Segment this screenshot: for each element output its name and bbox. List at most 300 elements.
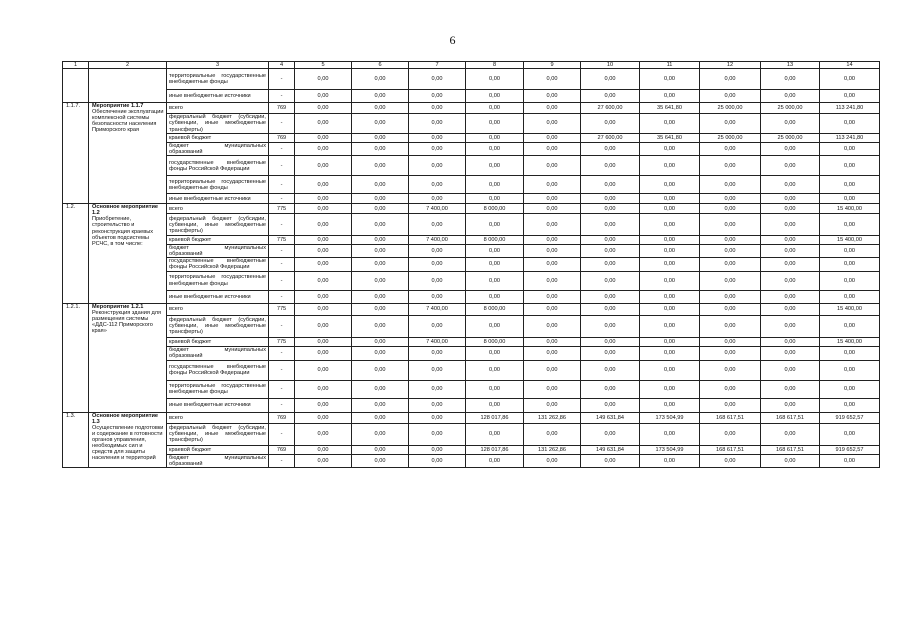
amount-cell: 0,00 xyxy=(466,258,524,271)
grbs-code: 775 xyxy=(269,337,295,346)
amount-cell: 0,00 xyxy=(524,290,581,303)
item-code: 1.2. xyxy=(63,204,89,303)
amount-cell: 0,00 xyxy=(640,315,700,337)
amount-cell: 0,00 xyxy=(640,114,700,134)
funding-source: территориальные государственные внебюджетные фонды xyxy=(167,380,269,398)
amount-cell: 919 652,57 xyxy=(820,412,880,423)
amount-cell: 0,00 xyxy=(524,315,581,337)
amount-cell: 0,00 xyxy=(352,303,409,315)
grbs-code: - xyxy=(269,156,295,176)
amount-cell: 0,00 xyxy=(761,315,820,337)
amount-cell: 0,00 xyxy=(295,337,352,346)
amount-cell: 0,00 xyxy=(352,134,409,143)
amount-cell: 0,00 xyxy=(820,423,880,445)
amount-cell: 0,00 xyxy=(352,454,409,467)
grbs-code: - xyxy=(269,360,295,380)
amount-cell: 0,00 xyxy=(409,271,466,290)
item-name xyxy=(89,204,167,303)
amount-cell: 8 000,00 xyxy=(466,236,524,245)
amount-cell: 25 000,00 xyxy=(761,134,820,143)
funding-source: краевой бюджет xyxy=(167,236,269,245)
amount-cell: 0,00 xyxy=(295,156,352,176)
amount-cell: 0,00 xyxy=(409,258,466,271)
amount-cell: 0,00 xyxy=(524,156,581,176)
amount-cell: 0,00 xyxy=(761,271,820,290)
amount-cell: 0,00 xyxy=(581,214,640,236)
column-header: 1 xyxy=(63,62,89,69)
amount-cell: 0,00 xyxy=(581,176,640,194)
item-name xyxy=(89,103,167,204)
amount-cell: 0,00 xyxy=(761,176,820,194)
amount-cell: 149 631,84 xyxy=(581,412,640,423)
amount-cell: 0,00 xyxy=(352,156,409,176)
amount-cell: 168 617,51 xyxy=(761,412,820,423)
amount-cell: 173 504,99 xyxy=(640,445,700,454)
amount-cell: 15 400,00 xyxy=(820,204,880,214)
amount-cell: 0,00 xyxy=(466,176,524,194)
amount-cell: 0,00 xyxy=(581,337,640,346)
funding-source: краевой бюджет xyxy=(167,337,269,346)
amount-cell: 0,00 xyxy=(581,346,640,360)
table-row xyxy=(63,134,880,143)
amount-cell: 0,00 xyxy=(466,380,524,398)
amount-cell: 0,00 xyxy=(295,380,352,398)
amount-cell: 35 641,80 xyxy=(640,134,700,143)
item-code xyxy=(63,69,89,103)
column-header: 11 xyxy=(640,62,700,69)
funding-source: территориальные государственные внебюджетные фонды xyxy=(167,271,269,290)
amount-cell: 0,00 xyxy=(466,214,524,236)
amount-cell: 0,00 xyxy=(761,69,820,90)
item-code: 1.3. xyxy=(63,412,89,467)
item-description: Обеспечение эксплуатации комплексной системы безопасности населения Приморского края xyxy=(92,109,164,134)
amount-cell: 0,00 xyxy=(581,454,640,467)
amount-cell: 0,00 xyxy=(700,380,761,398)
amount-cell: 0,00 xyxy=(524,114,581,134)
amount-cell: 919 652,57 xyxy=(820,445,880,454)
amount-cell: 8 000,00 xyxy=(466,204,524,214)
column-header: 8 xyxy=(466,62,524,69)
funding-source: краевой бюджет xyxy=(167,445,269,454)
column-header: 5 xyxy=(295,62,352,69)
amount-cell: 0,00 xyxy=(761,380,820,398)
amount-cell: 0,00 xyxy=(466,194,524,204)
amount-cell: 0,00 xyxy=(524,90,581,103)
amount-cell: 0,00 xyxy=(352,412,409,423)
item-title: Мероприятие 1.1.7 xyxy=(92,103,144,109)
amount-cell: 0,00 xyxy=(352,204,409,214)
amount-cell: 0,00 xyxy=(700,346,761,360)
amount-cell: 0,00 xyxy=(524,303,581,315)
amount-cell: 0,00 xyxy=(295,134,352,143)
item-title: Мероприятие 1.2.1 xyxy=(92,303,144,310)
funding-source: бюджет муниципальных образований xyxy=(167,143,269,156)
amount-cell: 0,00 xyxy=(409,346,466,360)
amount-cell: 0,00 xyxy=(409,380,466,398)
amount-cell: 0,00 xyxy=(820,258,880,271)
amount-cell: 0,00 xyxy=(352,360,409,380)
amount-cell: 0,00 xyxy=(640,156,700,176)
grbs-code: - xyxy=(269,114,295,134)
amount-cell: 0,00 xyxy=(466,398,524,412)
amount-cell: 149 631,84 xyxy=(581,445,640,454)
amount-cell: 0,00 xyxy=(466,90,524,103)
amount-cell: 0,00 xyxy=(295,194,352,204)
amount-cell: 0,00 xyxy=(524,204,581,214)
amount-cell: 0,00 xyxy=(640,423,700,445)
table-row xyxy=(63,258,880,271)
amount-cell: 15 400,00 xyxy=(820,337,880,346)
amount-cell: 27 600,00 xyxy=(581,103,640,114)
amount-cell: 0,00 xyxy=(581,290,640,303)
amount-cell: 0,00 xyxy=(820,380,880,398)
amount-cell: 0,00 xyxy=(409,156,466,176)
amount-cell: 0,00 xyxy=(700,214,761,236)
column-header: 4 xyxy=(269,62,295,69)
amount-cell: 0,00 xyxy=(581,380,640,398)
grbs-code: - xyxy=(269,90,295,103)
amount-cell: 0,00 xyxy=(581,360,640,380)
amount-cell: 0,00 xyxy=(820,346,880,360)
amount-cell: 0,00 xyxy=(524,258,581,271)
amount-cell: 25 000,00 xyxy=(700,134,761,143)
item-title: Основное мероприятие 1.3 xyxy=(92,412,159,425)
amount-cell: 0,00 xyxy=(295,412,352,423)
table-row xyxy=(63,143,880,156)
amount-cell: 0,00 xyxy=(409,176,466,194)
table-row xyxy=(63,423,880,445)
grbs-code: - xyxy=(269,258,295,271)
amount-cell: 0,00 xyxy=(295,204,352,214)
amount-cell: 25 000,00 xyxy=(761,103,820,114)
amount-cell: 0,00 xyxy=(640,271,700,290)
item-description: Осуществление подготовки и содержание в готовности органов управления, необходимых сил и средств для защиты населения и территорий xyxy=(92,424,164,462)
amount-cell: 0,00 xyxy=(524,69,581,90)
amount-cell: 0,00 xyxy=(409,103,466,114)
grbs-code: 775 xyxy=(269,303,295,315)
column-header: 13 xyxy=(761,62,820,69)
grbs-code: - xyxy=(269,398,295,412)
amount-cell: 0,00 xyxy=(409,245,466,258)
amount-cell: 0,00 xyxy=(581,245,640,258)
amount-cell: 0,00 xyxy=(352,69,409,90)
funding-source: федеральный бюджет (субсидии, субвенции, иные межбюджетные трансферты) xyxy=(167,214,269,236)
amount-cell: 0,00 xyxy=(581,258,640,271)
table-row xyxy=(63,360,880,380)
column-header: 6 xyxy=(352,62,409,69)
table-row xyxy=(63,103,880,114)
amount-cell: 0,00 xyxy=(295,454,352,467)
amount-cell: 0,00 xyxy=(820,156,880,176)
amount-cell: 113 241,80 xyxy=(820,103,880,114)
table-row xyxy=(63,114,880,134)
amount-cell: 0,00 xyxy=(640,143,700,156)
table-row xyxy=(63,156,880,176)
amount-cell: 0,00 xyxy=(700,315,761,337)
amount-cell: 0,00 xyxy=(524,214,581,236)
grbs-code: - xyxy=(269,143,295,156)
amount-cell: 0,00 xyxy=(409,360,466,380)
funding-source: бюджет муниципальных образований xyxy=(167,245,269,258)
amount-cell: 0,00 xyxy=(466,346,524,360)
funding-source: всего xyxy=(167,103,269,114)
item-description: Реконструкция здания для размещения системы «ДДС-112 Приморского края» xyxy=(92,309,162,334)
amount-cell: 0,00 xyxy=(295,303,352,315)
column-header: 3 xyxy=(167,62,269,69)
amount-cell: 0,00 xyxy=(466,290,524,303)
funding-source: федеральный бюджет (субсидии, субвенции, иные межбюджетные трансферты) xyxy=(167,114,269,134)
amount-cell: 0,00 xyxy=(295,176,352,194)
amount-cell: 0,00 xyxy=(700,454,761,467)
amount-cell: 131 262,86 xyxy=(524,445,581,454)
amount-cell: 0,00 xyxy=(820,90,880,103)
amount-cell: 128 017,86 xyxy=(466,445,524,454)
grbs-code: - xyxy=(269,454,295,467)
page-number: 6 xyxy=(449,33,456,47)
table-row xyxy=(63,290,880,303)
grbs-code: - xyxy=(269,346,295,360)
amount-cell: 0,00 xyxy=(761,114,820,134)
amount-cell: 0,00 xyxy=(409,412,466,423)
item-name xyxy=(89,303,167,412)
table-row xyxy=(63,398,880,412)
amount-cell: 0,00 xyxy=(295,360,352,380)
grbs-code: - xyxy=(269,380,295,398)
item-code: 1.2.1. xyxy=(63,303,89,412)
amount-cell: 7 400,00 xyxy=(409,337,466,346)
funding-source: иные внебюджетные источники xyxy=(167,90,269,103)
funding-source: территориальные государственные внебюджетные фонды xyxy=(167,69,269,90)
amount-cell: 0,00 xyxy=(524,271,581,290)
funding-source: государственные внебюджетные фонды Российской Федерации xyxy=(167,258,269,271)
amount-cell: 168 617,51 xyxy=(761,445,820,454)
amount-cell: 0,00 xyxy=(820,271,880,290)
item-title: Основное мероприятие 1.2 xyxy=(92,204,159,217)
amount-cell: 0,00 xyxy=(409,134,466,143)
amount-cell: 0,00 xyxy=(581,114,640,134)
amount-cell: 0,00 xyxy=(640,204,700,214)
amount-cell: 0,00 xyxy=(409,114,466,134)
amount-cell: 173 504,99 xyxy=(640,412,700,423)
table-body xyxy=(63,62,880,468)
item-code: 1.1.7. xyxy=(63,103,89,204)
amount-cell: 0,00 xyxy=(761,245,820,258)
amount-cell: 0,00 xyxy=(409,398,466,412)
amount-cell: 0,00 xyxy=(524,360,581,380)
amount-cell: 0,00 xyxy=(700,69,761,90)
amount-cell: 7 400,00 xyxy=(409,303,466,315)
amount-cell: 0,00 xyxy=(581,204,640,214)
amount-cell: 0,00 xyxy=(820,69,880,90)
amount-cell: 0,00 xyxy=(295,143,352,156)
amount-cell: 0,00 xyxy=(352,337,409,346)
grbs-code: - xyxy=(269,214,295,236)
amount-cell: 0,00 xyxy=(640,214,700,236)
amount-cell: 0,00 xyxy=(352,380,409,398)
amount-cell: 0,00 xyxy=(295,290,352,303)
amount-cell: 0,00 xyxy=(581,398,640,412)
amount-cell: 0,00 xyxy=(581,143,640,156)
funding-source: государственные внебюджетные фонды Российской Федерации xyxy=(167,360,269,380)
amount-cell: 0,00 xyxy=(409,315,466,337)
amount-cell: 0,00 xyxy=(761,204,820,214)
amount-cell: 25 000,00 xyxy=(700,103,761,114)
amount-cell: 0,00 xyxy=(640,346,700,360)
amount-cell: 0,00 xyxy=(761,90,820,103)
column-header: 9 xyxy=(524,62,581,69)
amount-cell: 0,00 xyxy=(700,176,761,194)
column-header: 12 xyxy=(700,62,761,69)
amount-cell: 0,00 xyxy=(700,271,761,290)
amount-cell: 0,00 xyxy=(700,303,761,315)
amount-cell: 0,00 xyxy=(466,360,524,380)
table-row xyxy=(63,90,880,103)
amount-cell: 0,00 xyxy=(700,290,761,303)
amount-cell: 0,00 xyxy=(352,143,409,156)
table-row xyxy=(63,204,880,214)
amount-cell: 0,00 xyxy=(761,214,820,236)
amount-cell: 0,00 xyxy=(466,114,524,134)
amount-cell: 0,00 xyxy=(820,245,880,258)
amount-cell: 0,00 xyxy=(409,290,466,303)
amount-cell: 0,00 xyxy=(524,337,581,346)
amount-cell: 0,00 xyxy=(700,204,761,214)
amount-cell: 0,00 xyxy=(820,143,880,156)
amount-cell: 0,00 xyxy=(295,398,352,412)
item-name xyxy=(89,412,167,467)
amount-cell: 0,00 xyxy=(581,236,640,245)
amount-cell: 0,00 xyxy=(640,258,700,271)
grbs-code: 769 xyxy=(269,412,295,423)
funding-source: государственные внебюджетные фонды Российской Федерации xyxy=(167,156,269,176)
amount-cell: 0,00 xyxy=(524,103,581,114)
table-row xyxy=(63,245,880,258)
amount-cell: 0,00 xyxy=(524,134,581,143)
amount-cell: 0,00 xyxy=(581,271,640,290)
amount-cell: 0,00 xyxy=(640,90,700,103)
amount-cell: 0,00 xyxy=(295,423,352,445)
amount-cell: 0,00 xyxy=(466,245,524,258)
grbs-code: - xyxy=(269,176,295,194)
amount-cell: 0,00 xyxy=(352,90,409,103)
amount-cell: 0,00 xyxy=(524,143,581,156)
amount-cell: 0,00 xyxy=(820,114,880,134)
funding-source: всего xyxy=(167,303,269,315)
funding-source: бюджет муниципальных образований xyxy=(167,346,269,360)
amount-cell: 0,00 xyxy=(295,236,352,245)
amount-cell: 0,00 xyxy=(466,134,524,143)
amount-cell: 0,00 xyxy=(295,103,352,114)
grbs-code: 769 xyxy=(269,134,295,143)
table-row xyxy=(63,69,880,90)
funding-source: территориальные государственные внебюджетные фонды xyxy=(167,176,269,194)
amount-cell: 0,00 xyxy=(761,360,820,380)
header-row xyxy=(63,62,880,69)
amount-cell: 0,00 xyxy=(352,258,409,271)
amount-cell: 0,00 xyxy=(581,315,640,337)
column-header: 14 xyxy=(820,62,880,69)
amount-cell: 0,00 xyxy=(466,69,524,90)
amount-cell: 0,00 xyxy=(581,194,640,204)
amount-cell: 0,00 xyxy=(700,90,761,103)
amount-cell: 0,00 xyxy=(820,315,880,337)
amount-cell: 0,00 xyxy=(524,236,581,245)
amount-cell: 0,00 xyxy=(640,454,700,467)
amount-cell: 8 000,00 xyxy=(466,303,524,315)
amount-cell: 35 641,80 xyxy=(640,103,700,114)
amount-cell: 0,00 xyxy=(700,337,761,346)
amount-cell: 0,00 xyxy=(295,69,352,90)
amount-cell: 0,00 xyxy=(352,445,409,454)
amount-cell: 168 617,51 xyxy=(700,412,761,423)
table-row xyxy=(63,346,880,360)
amount-cell: 0,00 xyxy=(409,90,466,103)
funding-source: иные внебюджетные источники xyxy=(167,398,269,412)
amount-cell: 0,00 xyxy=(820,194,880,204)
amount-cell: 0,00 xyxy=(640,380,700,398)
amount-cell: 0,00 xyxy=(700,423,761,445)
amount-cell: 0,00 xyxy=(295,245,352,258)
amount-cell: 0,00 xyxy=(466,103,524,114)
amount-cell: 0,00 xyxy=(700,156,761,176)
amount-cell: 0,00 xyxy=(640,398,700,412)
amount-cell: 0,00 xyxy=(700,236,761,245)
amount-cell: 0,00 xyxy=(640,194,700,204)
grbs-code: - xyxy=(269,423,295,445)
amount-cell: 128 017,86 xyxy=(466,412,524,423)
grbs-code: 769 xyxy=(269,445,295,454)
amount-cell: 0,00 xyxy=(524,380,581,398)
amount-cell: 0,00 xyxy=(761,143,820,156)
amount-cell: 0,00 xyxy=(352,271,409,290)
grbs-code: 769 xyxy=(269,103,295,114)
amount-cell: 0,00 xyxy=(820,214,880,236)
amount-cell: 7 400,00 xyxy=(409,236,466,245)
amount-cell: 0,00 xyxy=(761,236,820,245)
funding-source: федеральный бюджет (субсидии, субвенции, иные межбюджетные трансферты) xyxy=(167,315,269,337)
amount-cell: 0,00 xyxy=(761,398,820,412)
funding-source: всего xyxy=(167,412,269,423)
amount-cell: 0,00 xyxy=(295,445,352,454)
grbs-code: - xyxy=(269,315,295,337)
column-header: 10 xyxy=(581,62,640,69)
table-row xyxy=(63,445,880,454)
amount-cell: 0,00 xyxy=(524,245,581,258)
amount-cell: 0,00 xyxy=(640,245,700,258)
amount-cell: 0,00 xyxy=(524,454,581,467)
amount-cell: 0,00 xyxy=(466,271,524,290)
table-row xyxy=(63,236,880,245)
budget-table xyxy=(62,61,880,468)
amount-cell: 0,00 xyxy=(761,337,820,346)
amount-cell: 0,00 xyxy=(409,445,466,454)
amount-cell: 0,00 xyxy=(466,315,524,337)
grbs-code: - xyxy=(269,271,295,290)
amount-cell: 0,00 xyxy=(352,214,409,236)
amount-cell: 0,00 xyxy=(466,423,524,445)
amount-cell: 0,00 xyxy=(352,423,409,445)
amount-cell: 0,00 xyxy=(295,214,352,236)
amount-cell: 15 400,00 xyxy=(820,303,880,315)
amount-cell: 0,00 xyxy=(295,114,352,134)
amount-cell: 0,00 xyxy=(295,271,352,290)
amount-cell: 0,00 xyxy=(409,194,466,204)
funding-source: иные внебюджетные источники xyxy=(167,290,269,303)
table-row xyxy=(63,271,880,290)
amount-cell: 0,00 xyxy=(352,398,409,412)
amount-cell: 0,00 xyxy=(700,398,761,412)
grbs-code: - xyxy=(269,245,295,258)
